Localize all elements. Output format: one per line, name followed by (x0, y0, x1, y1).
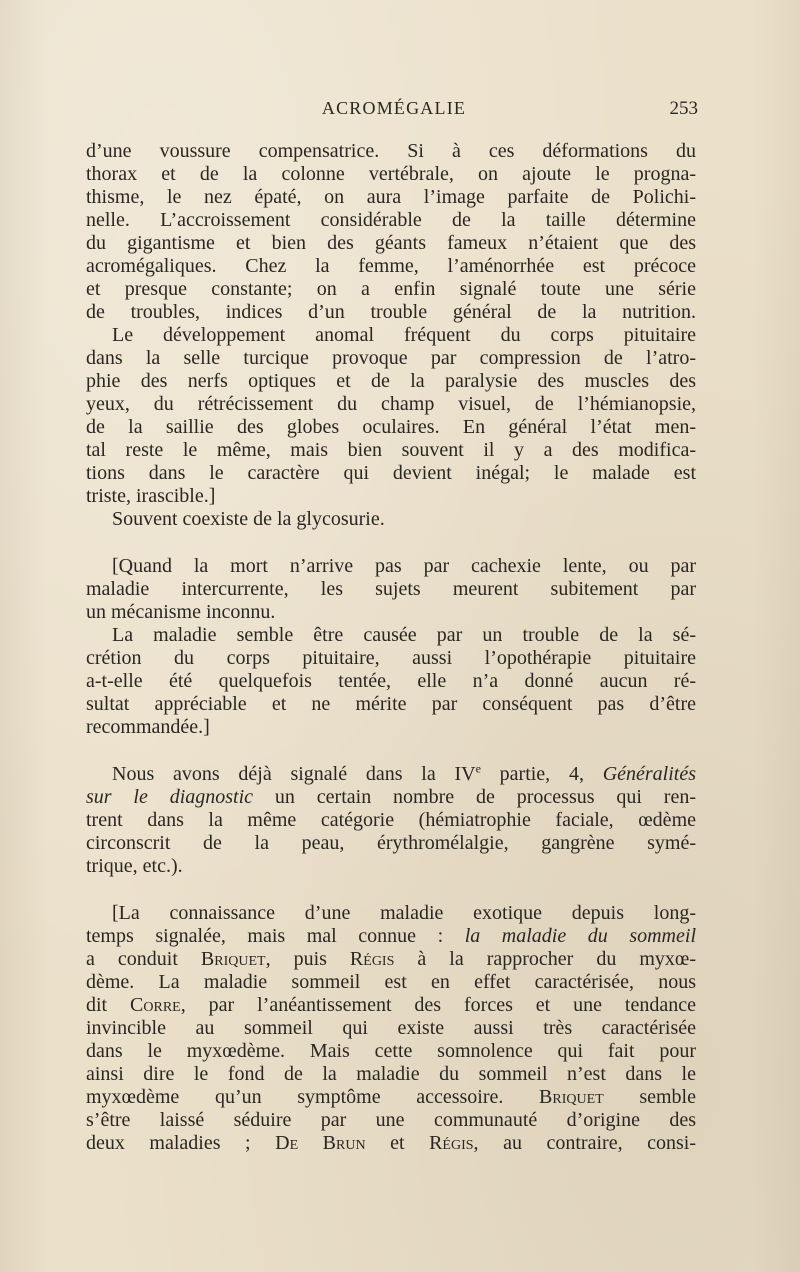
text-line (86, 925, 696, 948)
text-line: sultat appréciable et ne mérite par conséquent pas d’être (86, 693, 696, 715)
text-line: Souvent coexiste de la glycosurie. (112, 508, 385, 530)
text-line: un mécanisme inconnu. (86, 601, 276, 623)
text-run: semble (603, 1086, 696, 1108)
text-run: Nous avons déjà signalé dans la IV (112, 763, 476, 785)
text-line: d’une voussure compensatrice. Si à ces déformations du (86, 140, 696, 162)
paragraph (86, 555, 696, 624)
text-run: , puis (265, 948, 350, 970)
text-line: Le développement anomal fréquent du corps pituitaire (112, 324, 696, 346)
author-name: Corre (130, 994, 181, 1016)
page-number: 253 (669, 98, 698, 119)
text-line: invincible au sommeil qui existe aussi très caractérisée (86, 1017, 696, 1039)
text-line: tal reste le même, mais bien souvent il y a des modifica- (86, 439, 696, 461)
text-line (86, 1132, 696, 1155)
text-line: du gigantisme et bien des géants fameux n’étaient que des (86, 232, 696, 254)
text-line: thisme, le nez épaté, on aura l’image parfaite de Polichi- (86, 186, 696, 208)
text-line (86, 1086, 696, 1109)
text-line: s’être laissé séduire par une communauté d’origine des (86, 1109, 696, 1131)
text-line: [Quand la mort n’arrive pas par cachexie lente, ou par (112, 555, 696, 577)
text-line: thorax et de la colonne vertébrale, on ajoute le progna- (86, 163, 696, 185)
paragraph (86, 902, 696, 1155)
text-line: trent dans la même catégorie (hémiatrophie faciale, œdème (86, 809, 696, 831)
text-run: partie, 4, (480, 763, 603, 785)
paragraph (86, 140, 696, 324)
running-title: ACROMÉGALIE (321, 98, 467, 118)
text-line: trique, etc.). (86, 855, 183, 877)
text-line: de troubles, indices d’un trouble général de la nutrition. (86, 301, 696, 323)
text-line: ainsi dire le fond de la maladie du sommeil n’est dans le (86, 1063, 696, 1085)
paragraph (86, 508, 696, 531)
body-text (86, 140, 696, 1155)
superscript: e (475, 763, 481, 776)
author-name: Briquet (200, 948, 266, 970)
text-line: de la saillie des globes oculaires. En général l’état men- (86, 416, 696, 438)
text-line: maladie intercurrente, les sujets meurent subitement par (86, 578, 696, 600)
text-line: a-t-elle été quelquefois tentée, elle n’a donné aucun ré- (86, 670, 696, 692)
text-run: et (365, 1132, 430, 1154)
text-line: dans la selle turcique provoque par compression de l’atro- (86, 347, 696, 369)
paragraph (86, 324, 696, 508)
text-run: deux maladies ; (86, 1132, 276, 1154)
text-line: et presque constante; on a enfin signalé toute une série (86, 278, 696, 300)
paragraph-gap (86, 739, 696, 763)
text-line: dans le myxœdème. Mais cette somnolence qui fait pour (86, 1040, 696, 1062)
text-run: temps signalée, mais mal connue : (86, 925, 465, 947)
text-line: tions dans le caractère qui devient inégal; le malade est (86, 462, 696, 484)
italic-text: Généralités (602, 763, 696, 785)
text-line (86, 994, 696, 1017)
text-line: nelle. L’accroissement considérable de la taille détermine (86, 209, 696, 231)
text-run: , par l’anéantissement des forces et une tendance (180, 994, 696, 1016)
text-line: recommandée.] (86, 716, 210, 738)
author-name: Régis (429, 1132, 474, 1154)
text-line (86, 948, 696, 971)
paragraph (86, 763, 696, 878)
text-line: triste, irascible.] (86, 485, 216, 507)
text-run: dit (86, 994, 131, 1016)
author-name: Régis (349, 948, 395, 970)
text-run: un certain nombre de processus qui ren- (253, 786, 696, 808)
text-line: yeux, du rétrécissement du champ visuel, de l’hémianopsie, (86, 393, 696, 415)
text-line: circonscrit de la peau, érythromélalgie, gangrène symé- (86, 832, 696, 854)
author-name: De Brun (275, 1132, 366, 1154)
text-line: crétion du corps pituitaire, aussi l’opothérapie pituitaire (86, 647, 696, 669)
paragraph-gap (86, 878, 696, 902)
italic-text: sur le diagnostic (86, 786, 254, 808)
paragraph (86, 624, 696, 739)
paragraph-gap (86, 531, 696, 555)
text-run: myxœdème qu’un symptôme accessoire. (86, 1086, 540, 1108)
text-run: à la rapprocher du myxœ- (394, 948, 696, 970)
text-line: acromégaliques. Chez la femme, l’aménorrhée est précoce (86, 255, 696, 277)
page-header (92, 98, 696, 126)
text-run: a conduit (86, 948, 201, 970)
text-line (86, 763, 696, 786)
text-line: [La connaissance d’une maladie exotique depuis long- (112, 902, 696, 924)
text-line: dème. La maladie sommeil est en effet caractérisée, nous (86, 971, 696, 993)
text-line (86, 786, 696, 809)
text-line: La maladie semble être causée par un trouble de la sé- (112, 624, 696, 646)
text-run: , au contraire, consi- (473, 1132, 696, 1154)
author-name: Briquet (539, 1086, 604, 1108)
italic-text: la maladie du sommeil (464, 925, 696, 947)
text-line: phie des nerfs optiques et de la paralysie des muscles des (86, 370, 696, 392)
